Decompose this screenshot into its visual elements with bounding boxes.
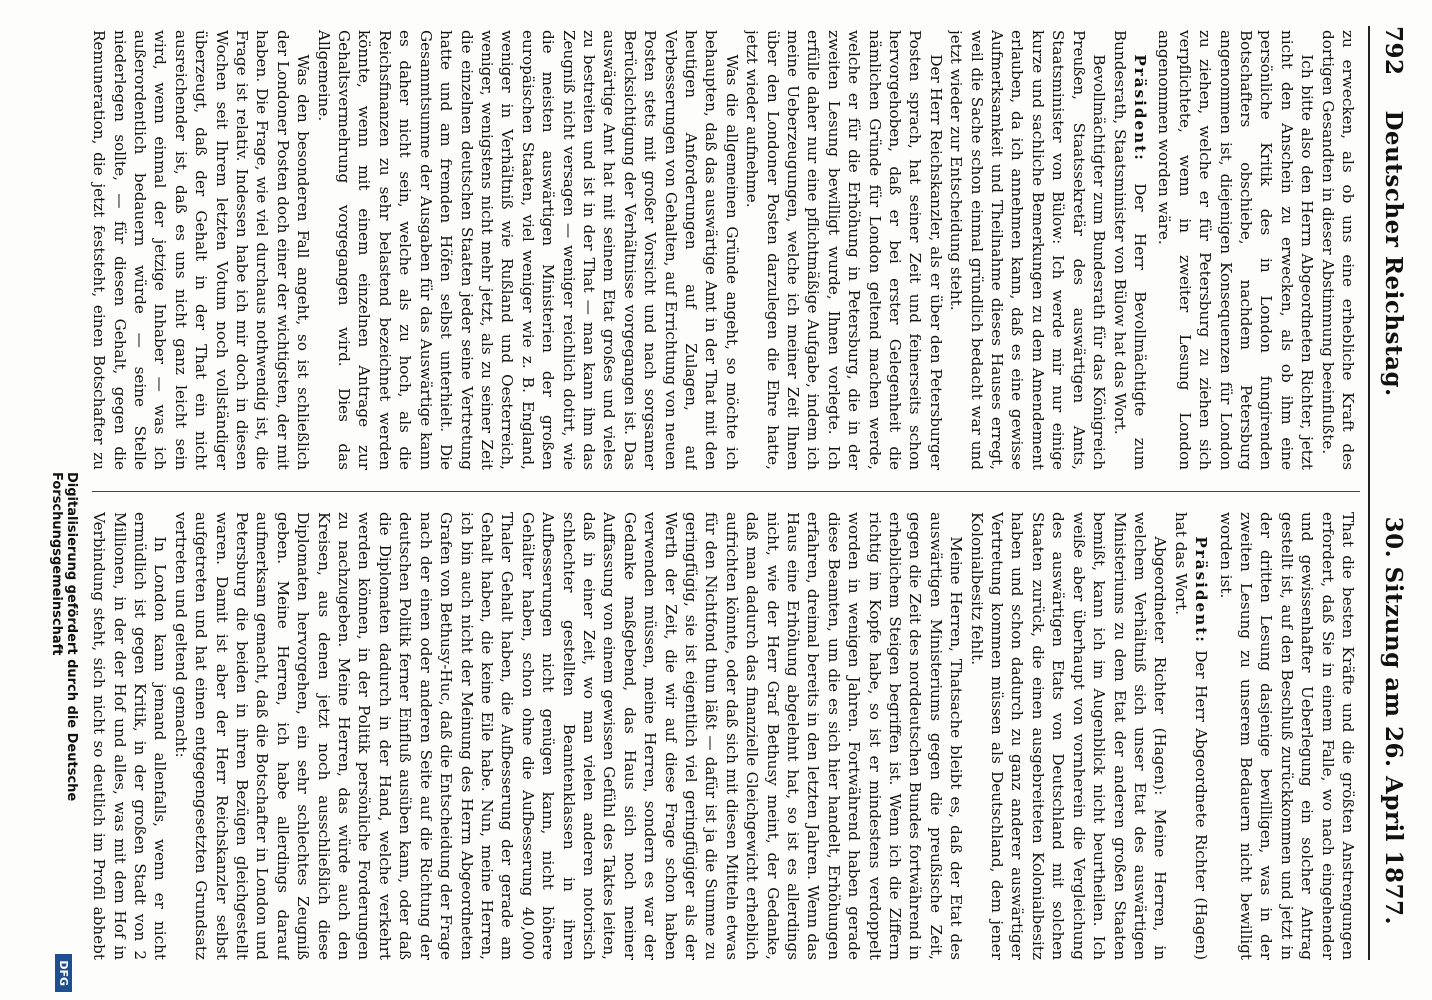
paragraph xyxy=(170,512,966,960)
paragraph xyxy=(1215,512,1358,960)
paragraph xyxy=(313,30,742,470)
paragraph-text: Der Herr Reichskanzler, als er über den Petersburger Posten sprach, hat seiner Zeit und feinerseits schon hervorgehoben, daß er bei erster Gelegenheit die nämlichen Gründe für London geltend machen werde, welche er für die Erhöhung in Petersburg, die in der zweiten Lesung bewilligt wurde, Ihnen vorlegte. Ich erfülle daher nur eine pflichtmäßige Aufgabe, indem ich meine Ueberzeugungen, welche ich meiner Zeit Ihnen über den Londoner Posten darzulegen die Ehre hatte, jetzt wieder aufnehme. xyxy=(743,30,945,470)
paragraph-text: Abgeordneter Richter (Hagen): Meine Herren, in welchem Verhältniß sich unser Etat des auswärtigen Ministeriums zu dem Etat der anderen großen Staaten bemißt, kann ich im Augenblick nicht beurtheilen. Ich weiße aber überhaupt von vornherein die Vergleichung des auswärtigen Etats von Deutschland mit solchen Staaten zurück, die einen ausgebreiteten Kolonialbesitz haben und schon dadurch zu ganz anderer auswärtiger Vertretung kommen müssen als Deutschland, dem jener Kolonialbesitz fehlt. xyxy=(967,512,1170,960)
speaker-label: Präsident: xyxy=(1130,54,1149,162)
left-column xyxy=(88,30,1358,470)
paragraph-text: In London kann jemand allenfalls, wenn er nicht ermüdlich ist gegen Kritik, in der großen Stadt von 2 Millionen, in der der Hof und alles, was mit dem Hof in Verbindung steht, sich nicht so deutlich im Profil abhebt xyxy=(90,512,170,960)
paragraph xyxy=(1154,30,1317,470)
speaker-label: Präsident: xyxy=(1192,536,1211,644)
paragraph-text: Der Herr Abgeordnete Richter (Hagen) hat das Wort. xyxy=(1171,512,1211,960)
paragraph-text: Meine Herren, Thatsache bleibt es, daß der Etat des auswärtigen Ministeriums gegen die preußische Zeit, gegen die Zeit des norddeutschen Bundes fortwährend in erheblichem Steigen begriffen ist. Wenn ich die Ziffern richtig im Kopfe habe, so ist er mindestens verdoppelt worden in wenigen Jahren. Fortwährend haben gerade diese Beamten, um die es sich hier handelt, Erhöhungen erfahren, dreimal bereits in den letzten Jahren. Wenn das Haus eine Erhöhung abgelehnt hat, so ist es allerdings nicht, wie der Herr Graf Bethusy meint, der Gedanke, daß man dadurch das finanzielle Gleichgewicht erheblich aufrichten könnte, oder daß sich mit diesen Mitteln etwas für den Nichtfond thun läßt — dafür ist ja die Summe zu geringfügig, sie ist eigentlich viel geringfügiger als der Werth der Zeit, die wir auf diese Frage schon haben verwenden müssen, meine Herren, sondern es war der Gedanke maßgebend, das Haus sich noch meiner Auffassung von einem gewissen Gefühl des Taktes leiten, daß in einer Zeit, wo man vielen anderen notorisch schlechter gestellten Beamtenklassen in ihren Aufbesserungen nicht genügen kann, nicht höhere Gehälter haben, schon ohne die Aufbesserung 40,000 Thaler Gehalt haben, die Aufbesserung der gerade am Gehalt haben, die keine Eile habe. Nun, meine Herren, ich bin auch nicht der Meinung des Herrn Abgeordneten Grafen von Bethusy-Huc, daß die Entscheidung der Frage nach der einen oder anderen Seite auf die Richtung der deutschen Politik ferner Einfluß ausüben kann, oder daß die Diplomaten dadurch in der Hand, welche verkehrt werden können, in der Politik persönliche Forderungen zu nachzugeben. Meine Herren, das würde auch den Kreisen, aus denen jetzt noch ausschließlich diese Diplomaten hervorgehen, ein sehr schlechtes Zeugniß geben. Meine Herren, ich habe allerdings darauf aufmerksam gemacht, daß die Botschafter in London und Petersburg die beiden in ihren Bezügen gleichgestellt waren. Damit ist aber der Herr Reichskanzler selbst aufgetreten und hat einen entgegengesetzten Grundsatz vertreten und geltend gemacht: xyxy=(171,512,966,960)
paragraph xyxy=(88,512,170,960)
speaker-heading xyxy=(1109,30,1150,470)
paragraph-text: Der Herr Bevollmächtigte zum Bundesrath, Staatsminister von Bülow hat das Wort. xyxy=(1110,30,1149,470)
paragraph xyxy=(1317,30,1358,470)
paragraph xyxy=(966,512,1170,960)
paragraph xyxy=(742,30,946,470)
digitization-stamp xyxy=(49,472,79,992)
right-column xyxy=(88,512,1358,960)
publication-title: Deutscher Reichstag. xyxy=(1380,110,1408,397)
paragraph-text: That die besten Kräfte und die größten Anstrengungen erfordert, daß Sie in einem Falle, wo nach eingehender und gewissenhafter Ueberlegung ein solcher Antrag gestellt ist, auf den Beschluß zurückkommen und jetzt in der dritten Lesung dasjenige bewilligen, was in der zweiten Lesung zu unserem Bedauern nicht bewilligt worden ist. xyxy=(1216,512,1357,960)
page-header xyxy=(1374,26,1414,960)
speaker-heading xyxy=(1170,512,1211,960)
column-divider xyxy=(92,491,1360,492)
paragraph-text: Ich bitte also den Herrn Abgeordneten Richter, jetzt nicht den Anschein zu erwecken, als ob ihm eine persönliche Kritik des in London fungirenden Botschafters obschiebe, nachdem Petersburg angenommen ist, diejenigen Konsequenzen für London zu ziehen, welche er für Petersburg zu ziehen sich verpflichtete, wenn in zweiter Lesung London angenommen worden wäre. xyxy=(1155,30,1317,470)
page-number: 792 xyxy=(1380,26,1408,76)
stamp-text: Digitalisierung gefördert durch die Deutsche Forschungsgemeinschaft xyxy=(49,472,79,802)
paragraph xyxy=(88,30,313,470)
paragraph-text: Was den besonderen Fall angeht, so ist schließlich der Londoner Posten doch einer der wichtigsten, der mit haben. Die Frage, wie viel durchaus nothwendig ist, die Frage ist relativ. Indessen habe ich mir doch in diesen Wochen seit Ihrem letzten Votum noch vollständiger überzeugt, daß der Gehalt in der That ein nicht ausreichender ist, daß es uns nicht ganz leicht sein wird, wenn einmal der jetzige Inhaber — was ich außerordentlich bedauern würde — seine Stelle niederlegen sollte, — für diesen Gehalt, gegen die Remuneration, die jetzt feststeht, einen Botschafter zu xyxy=(90,30,313,470)
paragraph-text: Was die allgemeinen Gründe angeht, so möchte ich behaupten, daß das auswärtige Amt in der That mit den heutigen Anforderungen auf Zulagen, auf Verbesserungen von Gehalten, auf Errichtung von neuen Posten stets mit großer Vorsicht und nach sorgsamer Berücksichtigung der Verhältnisse vorgegangen ist. Das auswärtige Amt hat mit seinem Etat großes und vieles zu bestreiten und ist in der That — man kann ihm das Zeugniß nicht versagen — weniger reichlich dotirt, wie die meisten auswärtigen Ministerien der großen europäischen Staaten, viel weniger wie z. B. England, weniger in Verhältniß wie Rußland und Oesterreich, weniger, wenigstens nicht mehr jetzt, als zu seiner Zeit die einzelnen deutschen Staaten jeder seine Vertretung hatte und am fremden Höfen selbst unterhielt. Die Gesammtsumme der Ausgaben für das Auswärtige kann es daher nicht sein, welche als zu hoch, als die Reichsfinanzen zu sehr belastend bezeichnet werden könnte, wenn mit einem einzelnen Antrage zur Gehaltsvermehrung vorgegangen wird. Dies das Allgemeine. xyxy=(314,30,741,470)
paragraph-text: Bevollmächtigter zum Bundesrath für das Königreich Preußen, Staatssekretär des auswärtigen Amts, Staatsminister von Bülow: Ich werde mir nur einige kurze und sachliche Bemerkungen zu dem Amendement erlauben, da ich annehmen kann, daß es eine gewisse Aufmerksamkeit und Theilnahme dieses Hauses erregt, weil die Sache schon einmal gründlich bedacht war und jetzt wieder zur Entscheidung steht. xyxy=(947,30,1109,470)
paragraph-text: zu erwecken, als ob uns eine erhebliche Kraft des dortigen Gesandten in dieser Abstimmung beeinflußte. xyxy=(1318,30,1357,470)
dfg-logo-icon: DFG xyxy=(56,954,73,992)
session-title: 30. Sitzung am 26. April 1877. xyxy=(1380,516,1408,926)
running-head xyxy=(1381,110,1408,925)
header-rule xyxy=(1368,26,1370,960)
paragraph xyxy=(946,30,1109,470)
